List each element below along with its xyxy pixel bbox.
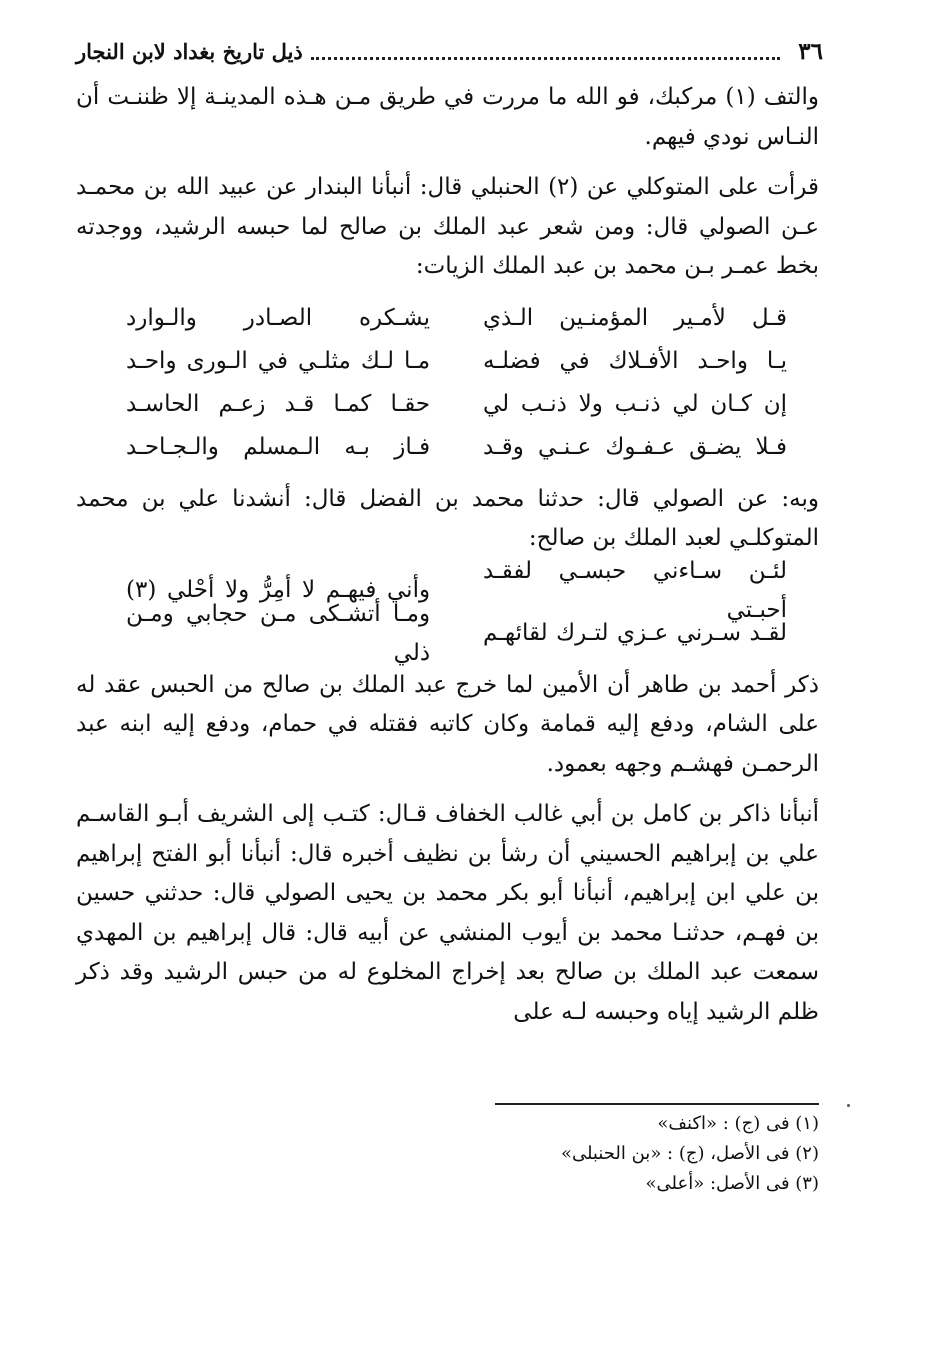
hemistich-second: فـاز بـه الـمسلم والـجـاحـد: [126, 434, 431, 461]
hemistich-first: لقـد سـرني عـزي لتـرك لقائهـم: [482, 620, 787, 647]
paragraph: أنبأنا ذاكر بن كامل بن أبي غالب الخفاف قـال: كتـب إلى الشريف أبـو القاسـم علي بن إبراهيم الحسيني أن رشأ بن نظيف أخبره قال: أنبأنا أبو الفتح إبراهيم بن علي ابن إبراهيم، أنبأنا أبو بكر محمد بن يحيى الصولي قال: حدثني حسين بن فهـم، حدثنـا محمد بن أيوب المنشي عن أبيه قال: قال إبراهيم بن المهدي سمعت عبد الملك بن صالح بعد إخراج المخلوع له من حبس الرشيد وقد ذكر ظلم الرشيد إياه وحبسه لـه على: [76, 801, 819, 1025]
hemistich-second: ومـا أتشـكى مـن حجابي ومـن ذلي: [126, 600, 431, 666]
verse: [126, 600, 787, 666]
verse: [126, 384, 787, 427]
footnote: (٢) فى الأصل، (ج) : «بن الحنبلى»: [560, 1143, 819, 1164]
hemistich-first: لئـن سـاءني حبسـي لفقـد أحبـتي: [482, 557, 787, 623]
main-text: [76, 78, 819, 1043]
hemistich-second: وأني فيهـم لا أمِرُّ ولا أحْلي (٣): [126, 577, 431, 604]
verse: [126, 427, 787, 470]
hemistich-first: قـل لأمـير المؤمنـين الـذي: [482, 305, 787, 332]
paragraph: والتف (١) مركبك، فو الله ما مررت في طريق مـن هـذه المدينـة إلا ظننـت أن النـاس نودي فيهم.: [76, 84, 819, 150]
hemistich-first: فـلا يضـق عـفـوك عـنـي وقـد: [482, 434, 787, 461]
hemistich-second: مـا لـك مثلـي في الـورى واحـد: [126, 348, 431, 375]
scan-speck: [847, 1104, 850, 1107]
verse: [126, 341, 787, 384]
hemistich-first: يـا واحـد الأفـلاك في فضلـه: [482, 348, 787, 375]
paragraph: وبه: عن الصولي قال: حدثنا محمد بن الفضل قال: أنشدنا علي بن محمد المتوكلـي لعبد الملك بن صالح:: [76, 485, 819, 551]
hemistich-second: يشـكره الصـادر والـوارد: [126, 305, 431, 332]
footnote: (١) فى (ج) : «اكنف»: [657, 1113, 819, 1134]
footnotes: [399, 1109, 819, 1199]
hemistich-first: إن كـان لي ذنـب ولا ذنـب لي: [482, 391, 787, 418]
paragraph: قرأت على المتوكلي عن (٢) الحنبلي قال: أنبأنا البندار عن عبيد الله بن محمـد عـن الصولي قال: ومن شعر عبد الملك بن صالح لما حبسه الرشيد، ووجدته بخط عمـر بـن محمد بن عبد الملك الزيات:: [76, 174, 819, 279]
poem: [76, 557, 819, 666]
running-head: [76, 34, 823, 68]
footnote: (٣) فى الأصل: «أعلى»: [645, 1173, 819, 1194]
poem: [76, 298, 819, 470]
book-title: ذيل تاريخ بغداد لابن النجار: [76, 38, 303, 64]
verse: [126, 298, 787, 341]
header-dot-leader: [311, 43, 780, 60]
paragraph: ذكر أحمد بن طاهر أن الأمين لما خرج عبد الملك بن صالح من الحبس عقد له على الشام، ودفع إليه قمامة وكان كاتبه فقتله في حمام، ودفع إليه ابنه عبد الرحمـن فهشـم وجهه بعمود.: [76, 671, 819, 777]
hemistich-second: حقـا كمـا قـد زعـم الحاسـد: [126, 391, 431, 418]
footnote-separator: [495, 1103, 819, 1105]
page-number: ٣٦: [798, 37, 823, 65]
